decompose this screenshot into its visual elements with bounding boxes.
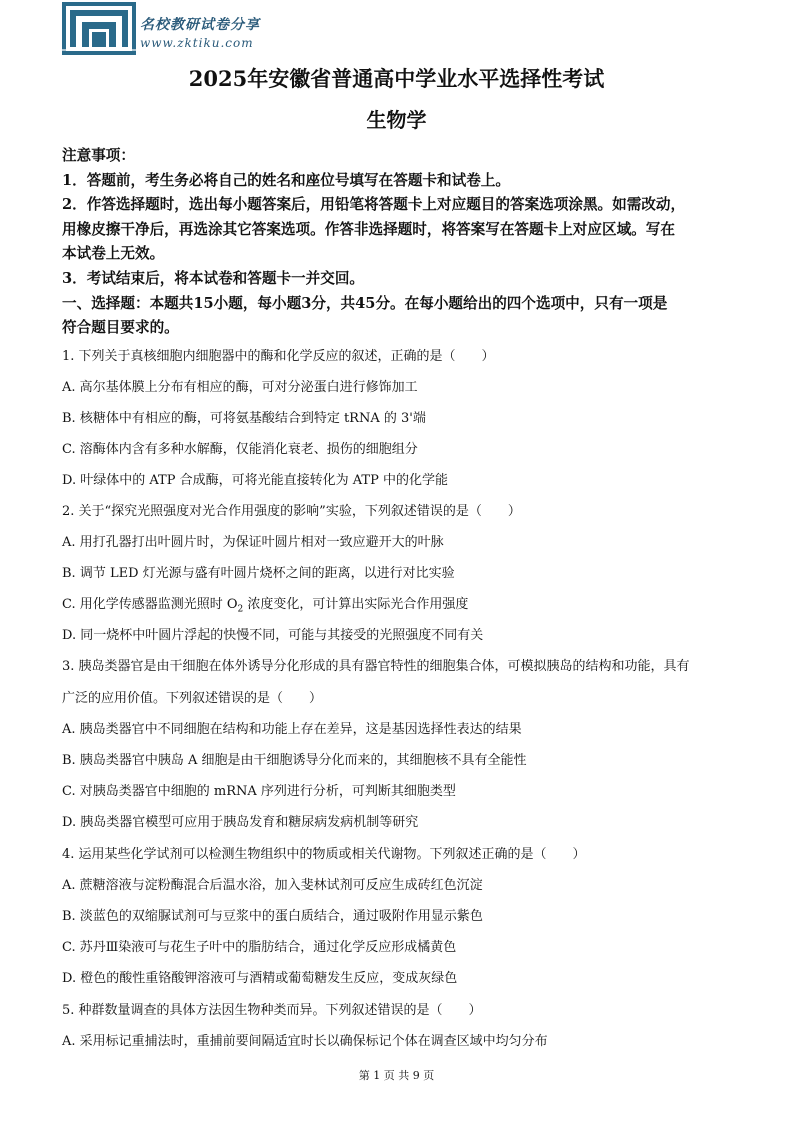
notice-item-2-line-1: 2．作答选择题时，选出每小题答案后，用铅笔将答题卡上对应题目的答案选项涂黑。如需改动， bbox=[62, 196, 686, 213]
question-2-option-d: D. 同一烧杯中叶圆片浮起的快慢不同，可能与其接受的光照强度不同有关 bbox=[62, 628, 484, 643]
section-intro-line-2: 符合题目要求的。 bbox=[62, 319, 179, 336]
notice-item-3: 3．考试结束后，将本试卷和答题卡一并交回。 bbox=[62, 270, 365, 287]
question-4-option-b: B. 淡蓝色的双缩脲试剂可与豆浆中的蛋白质结合，通过吸附作用显示紫色 bbox=[62, 909, 483, 924]
question-3-option-a: A. 胰岛类器官中不同细胞在结构和功能上存在差异，这是基因选择性表达的结果 bbox=[62, 722, 522, 737]
notice-item-2-line-3: 本试卷上无效。 bbox=[62, 245, 165, 262]
question-2-stem: 2. 关于“探究光照强度对光合作用强度的影响”实验，下列叙述错误的是（ ） bbox=[62, 504, 521, 519]
question-2-option-b: B. 调节 LED 灯光源与盛有叶圆片烧杯之间的距离，以进行对比实验 bbox=[62, 566, 455, 581]
question-3-option-d: D. 胰岛类器官模型可应用于胰岛发育和糖尿病发病机制等研究 bbox=[62, 815, 419, 830]
exam-title: 2025年安徽省普通高中学业水平选择性考试 bbox=[188, 66, 605, 91]
section-intro-line-1: 一、选择题：本题共15小题，每小题3分，共45分。在每小题给出的四个选项中，只有一项是 bbox=[62, 295, 668, 312]
notice-item-1: 1．答题前，考生务必将自己的姓名和座位号填写在答题卡和试卷上。 bbox=[62, 172, 510, 189]
notice-heading: 注意事项： bbox=[62, 147, 135, 164]
question-4-stem: 4. 运用某些化学试剂可以检测生物组织中的物质或相关代谢物。下列叙述正确的是（ ） bbox=[62, 847, 586, 862]
question-1-option-c: C. 溶酶体内含有多种水解酶，仅能消化衰老、损伤的细胞组分 bbox=[62, 442, 418, 457]
question-1-stem: 1. 下列关于真核细胞内细胞器中的酶和化学反应的叙述，正确的是（ ） bbox=[62, 349, 495, 364]
question-1-option-b: B. 核糖体中有相应的酶，可将氨基酸结合到特定 tRNA 的 3'端 bbox=[62, 411, 426, 426]
logo-icon bbox=[62, 2, 136, 55]
subject-title: 生物学 bbox=[366, 108, 427, 132]
question-5-option-a: A. 采用标记重捕法时，重捕前要间隔适宜时长以确保标记个体在调查区域中均匀分布 bbox=[62, 1034, 548, 1049]
question-2-option-c: C. 用化学传感器监测光照时 $O_2$ 浓度变化，可计算出实际光合作用强度 bbox=[62, 597, 469, 615]
question-1-option-d: D. 叶绿体中的 ATP 合成酶，可将光能直接转化为 ATP 中的化学能 bbox=[62, 473, 448, 488]
question-4-option-d: D. 橙色的酸性重铬酸钾溶液可与酒精或葡萄糖发生反应，变成灰绿色 bbox=[62, 971, 458, 986]
question-3-stem-line-2: 广泛的应用价值。下列叙述错误的是（ ） bbox=[62, 691, 323, 706]
notice-item-2-line-2: 用橡皮擦干净后，再选涂其它答案选项。作答非选择题时，将答案写在答题卡上对应区域。写在 bbox=[62, 221, 675, 238]
question-4-option-a: A. 蔗糖溶液与淀粉酶混合后温水浴，加入斐林试剂可反应生成砖红色沉淀 bbox=[62, 878, 483, 893]
question-4-option-c: C. 苏丹Ⅲ染液可与花生子叶中的脂肪结合，通过化学反应形成橘黄色 bbox=[62, 940, 457, 955]
question-2-option-a: A. 用打孔器打出叶圆片时，为保证叶圆片相对一致应避开大的叶脉 bbox=[62, 535, 444, 550]
question-5-stem: 5. 种群数量调查的具体方法因生物种类而异。下列叙述错误的是（ ） bbox=[62, 1003, 482, 1018]
page-footer: 第 1 页 共 9 页 bbox=[358, 1069, 435, 1082]
logo-name: 名校教研试卷分享 bbox=[140, 17, 260, 33]
question-3-option-c: C. 对胰岛类器官中细胞的 mRNA 序列进行分析，可判断其细胞类型 bbox=[62, 784, 456, 799]
question-3-option-b: B. 胰岛类器官中胰岛 A 细胞是由干细胞诱导分化而来的，其细胞核不具有全能性 bbox=[62, 753, 527, 768]
logo-url: www.zktiku.com bbox=[140, 36, 254, 50]
question-1-option-a: A. 高尔基体膜上分布有相应的酶，可对分泌蛋白进行修饰加工 bbox=[62, 380, 418, 395]
question-3-stem-line-1: 3. 胰岛类器官是由干细胞在体外诱导分化形成的具有器官特性的细胞集合体，可模拟胰岛的结构和功能，具有 bbox=[62, 659, 690, 674]
